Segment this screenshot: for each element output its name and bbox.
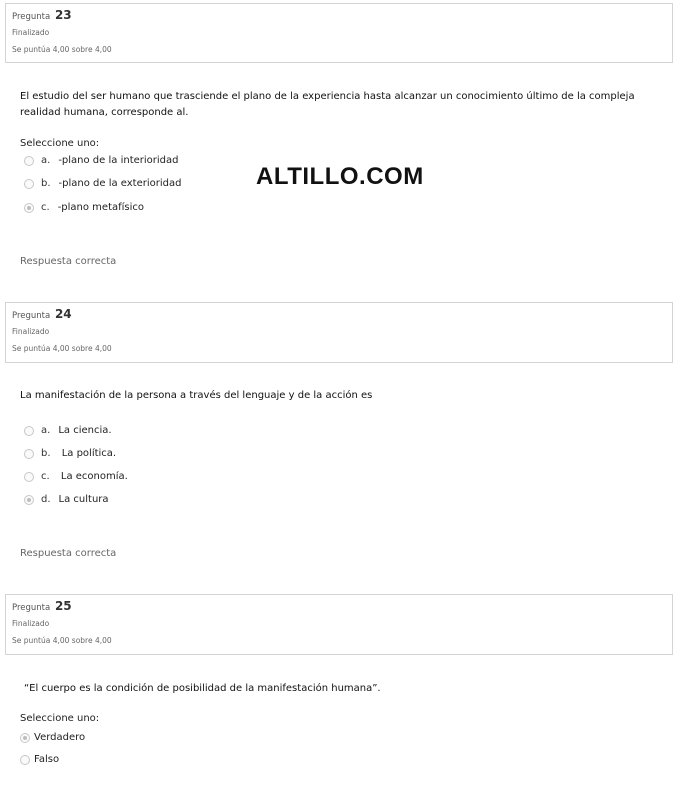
question-state: Finalizado <box>12 28 50 37</box>
feedback-text: Respuesta correcta <box>20 548 117 559</box>
question-info-23 <box>5 3 673 63</box>
question-info-25 <box>5 594 673 655</box>
option-text: Falso <box>34 754 60 765</box>
option-letter: a. <box>41 155 51 166</box>
question-label: Pregunta 25 <box>12 599 72 613</box>
option-letter: c. <box>41 471 50 482</box>
question-label: Pregunta 24 <box>12 307 72 321</box>
option-letter: b. <box>41 448 51 459</box>
option-text: -plano metafísico <box>57 202 145 213</box>
radio-checked-icon[interactable] <box>20 733 30 743</box>
radio-icon[interactable] <box>24 179 34 189</box>
option-letter: c. <box>41 202 50 213</box>
question-state: Finalizado <box>12 327 50 336</box>
radio-icon[interactable] <box>24 472 34 482</box>
option-text: La política. <box>58 448 117 459</box>
question-label: Pregunta 23 <box>12 8 72 22</box>
option-letter: d. <box>41 494 51 505</box>
question-grade: Se puntúa 4,00 sobre 4,00 <box>12 636 112 645</box>
question-text: La manifestación de la persona a través del lenguaje y de la acción es <box>20 390 373 401</box>
radio-icon[interactable] <box>24 156 34 166</box>
option-text: La economía. <box>57 471 128 482</box>
option-c[interactable] <box>24 471 128 482</box>
option-letter: b. <box>41 178 51 189</box>
option-letter: a. <box>41 425 51 436</box>
question-grade: Se puntúa 4,00 sobre 4,00 <box>12 45 112 54</box>
radio-checked-icon[interactable] <box>24 203 34 213</box>
question-number: 23 <box>54 8 72 22</box>
question-info-24 <box>5 302 673 363</box>
radio-icon[interactable] <box>20 755 30 765</box>
question-number: 24 <box>54 307 72 321</box>
feedback-text: Respuesta correcta <box>20 256 117 267</box>
option-c[interactable] <box>24 202 144 213</box>
option-text: La ciencia. <box>58 425 112 436</box>
option-text: -plano de la exterioridad <box>58 178 182 189</box>
select-prompt: Seleccione uno: <box>20 138 100 149</box>
option-a[interactable] <box>24 425 112 436</box>
watermark-logo: ALTILLO.COM <box>256 163 424 190</box>
question-text: El estudio del ser humano que trasciende el plano de la experiencia hasta alcanzar un conocimiento último de la compleja realidad humana, corresponde al. <box>20 91 635 118</box>
option-d[interactable] <box>24 494 109 505</box>
option-text: -plano de la interioridad <box>58 155 179 166</box>
option-true[interactable] <box>20 732 85 743</box>
option-text: Verdadero <box>34 732 86 743</box>
option-text: La cultura <box>58 494 109 505</box>
radio-icon[interactable] <box>24 426 34 436</box>
option-b[interactable] <box>24 448 116 459</box>
question-state: Finalizado <box>12 619 50 628</box>
question-grade: Se puntúa 4,00 sobre 4,00 <box>12 344 112 353</box>
select-prompt: Seleccione uno: <box>20 713 100 724</box>
option-false[interactable] <box>20 754 59 765</box>
question-text: “El cuerpo es la condición de posibilidad de la manifestación humana”. <box>24 683 381 694</box>
option-a[interactable] <box>24 155 178 166</box>
radio-icon[interactable] <box>24 449 34 459</box>
option-b[interactable] <box>24 178 181 189</box>
radio-checked-icon[interactable] <box>24 495 34 505</box>
question-number: 25 <box>54 599 72 613</box>
